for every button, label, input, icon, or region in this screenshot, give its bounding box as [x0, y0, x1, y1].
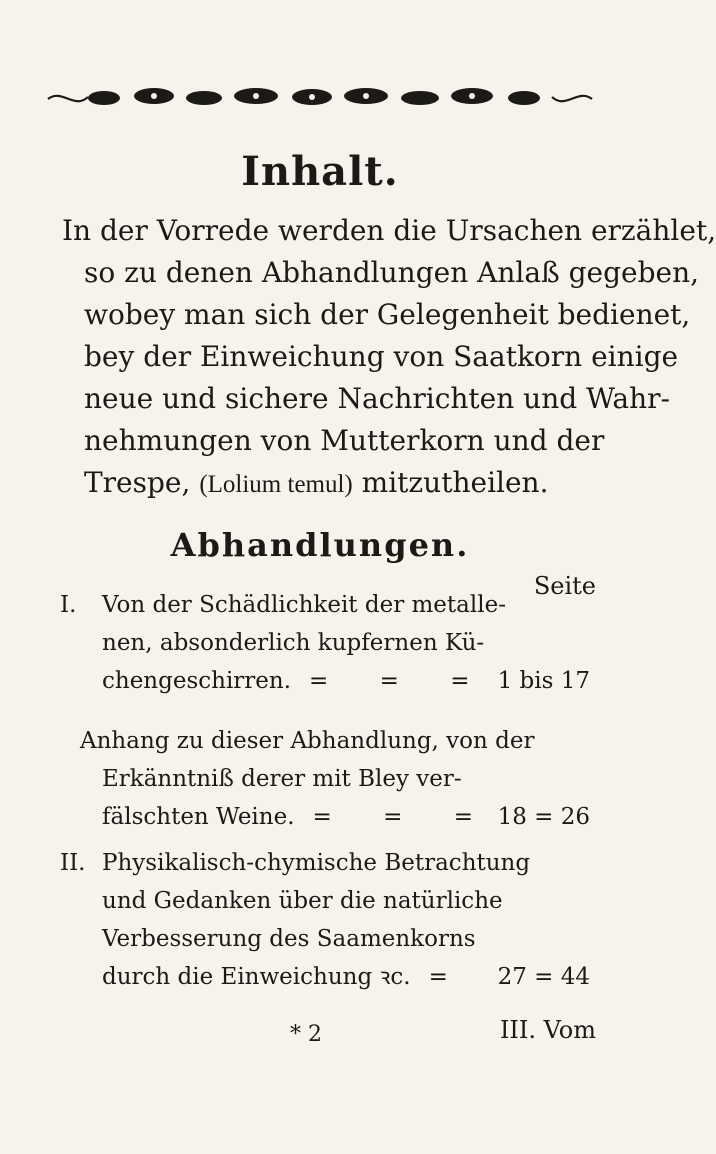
entry-title [102, 844, 531, 996]
latin-name: (Lolium temul) [199, 471, 353, 498]
entry-line [80, 798, 495, 836]
entry-line: Verbesserung des Saamenkorns [102, 926, 476, 952]
entry-pages: 1 bis 17 [497, 668, 590, 694]
entry-pages: 27 = 44 [497, 964, 590, 990]
leader-dots: = = = [312, 804, 495, 830]
leader-dots: = = = [309, 668, 492, 694]
toc-heading: Abhandlungen. [170, 526, 470, 564]
preface-line-start: Trespe, [84, 466, 191, 499]
signature-mark: * 2 [290, 1022, 322, 1047]
catchword: III. Vom [499, 1016, 596, 1044]
entry-line: Von der Schädlichkeit der metalle- [102, 592, 506, 618]
entry-line-text: chengeschirren. [102, 668, 292, 694]
entry-line: Anhang zu dieser Abhandlung, von der [80, 728, 535, 754]
preface-line-end: mitzutheilen. [361, 466, 549, 499]
entry-title [80, 722, 535, 836]
entry-number: I. [60, 592, 77, 618]
page-column-label: Seite [533, 572, 596, 600]
preface-line: neue und sichere Nachrichten und Wahr- [84, 382, 670, 415]
preface-line: so zu denen Abhandlungen Anlaß gegeben, [84, 256, 700, 289]
ornament-border [44, 82, 596, 112]
preface-line [62, 462, 582, 506]
entry-number: II. [60, 850, 86, 876]
entry-line: Erkänntniß derer mit Bley ver- [102, 766, 462, 792]
page-title: Inhalt. [241, 148, 399, 195]
entry-title [102, 586, 506, 700]
entry-line-text: durch die Einweichung ꝛc. [102, 964, 411, 990]
preface-line: bey der Einweichung von Saatkorn einige [84, 340, 679, 373]
entry-line: nen, absonderlich kupfernen Kü- [102, 630, 485, 656]
preface-line: In der Vorrede werden die Ursachen erzählet, [62, 214, 716, 247]
preface-line: wobey man sich der Gelegenheit bedienet, [84, 298, 691, 331]
leader-dots: = [428, 964, 470, 990]
entry-line: Physikalisch-chymische Betrachtung [102, 850, 531, 876]
entry-pages: 18 = 26 [497, 804, 590, 830]
entry-line [102, 662, 492, 700]
preface-paragraph [62, 210, 716, 506]
entry-line-text: fälschten Weine. [102, 804, 295, 830]
preface-line: nehmungen von Mutterkorn und der [84, 424, 605, 457]
entry-line [102, 958, 492, 996]
entry-line: und Gedanken über die natürliche [102, 888, 503, 914]
